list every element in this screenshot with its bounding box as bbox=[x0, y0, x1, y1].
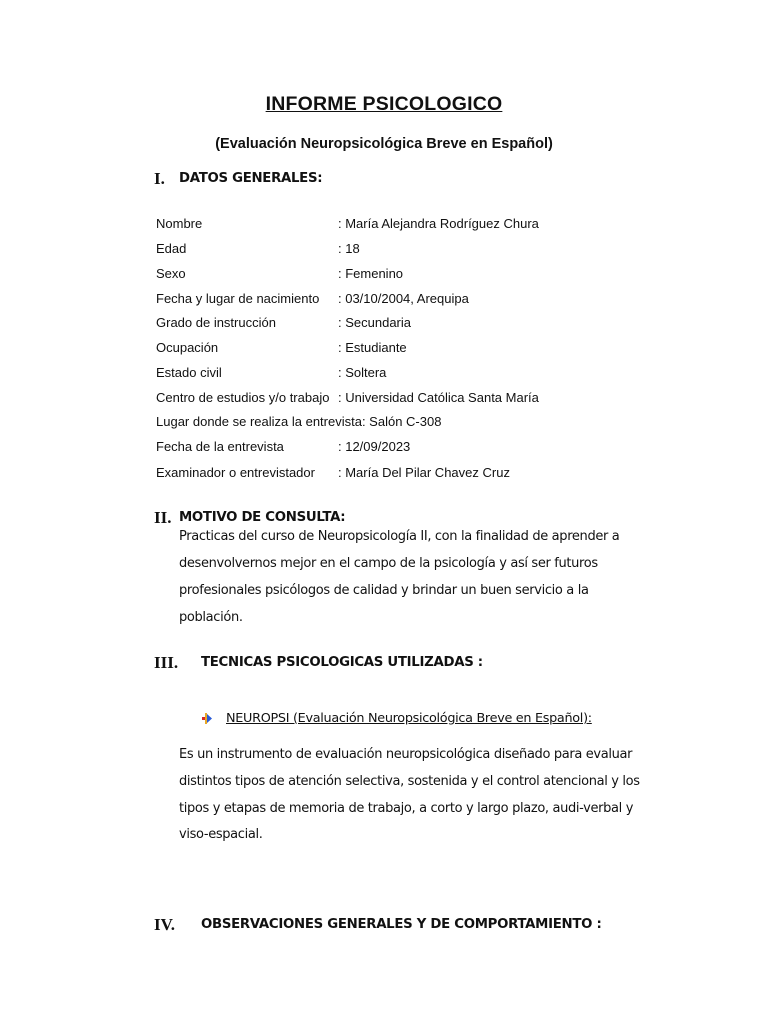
datos-value: : María Del Pilar Chavez Cruz bbox=[338, 465, 510, 480]
section-2-number: II. bbox=[154, 508, 172, 527]
section-2-title: MOTIVO DE CONSULTA: bbox=[179, 510, 346, 525]
motivo-line: Practicas del curso de Neuropsicología II, con la finalidad de aprender a bbox=[179, 529, 620, 544]
datos-label: Centro de estudios y/o trabajo bbox=[156, 390, 330, 405]
section-1-number: I. bbox=[154, 169, 165, 188]
section-3-title: TECNICAS PSICOLOGICAS UTILIZADAS : bbox=[201, 655, 483, 670]
datos-label: Grado de instrucción bbox=[156, 315, 276, 330]
tool-description-line: Es un instrumento de evaluación neuropsicológica diseñado para evaluar bbox=[179, 747, 633, 762]
tool-description-line: tipos y etapas de memoria de trabajo, a corto y largo plazo, audi-verbal y bbox=[179, 801, 634, 816]
datos-label: Sexo bbox=[156, 266, 186, 281]
section-3-number: III. bbox=[154, 653, 179, 672]
motivo-line: población. bbox=[179, 610, 243, 625]
datos-value: : 12/09/2023 bbox=[338, 439, 411, 454]
datos-value: : Femenino bbox=[338, 266, 404, 281]
datos-value: : María Alejandra Rodríguez Chura bbox=[338, 216, 539, 231]
report-subtitle: (Evaluación Neuropsicológica Breve en Español) bbox=[215, 136, 553, 152]
section-4-title: OBSERVACIONES GENERALES Y DE COMPORTAMIENTO : bbox=[201, 917, 602, 932]
report-title: INFORME PSICOLOGICO bbox=[265, 93, 503, 115]
neuropsi-tool-title: NEUROPSI (Evaluación Neuropsicológica Breve en Español): bbox=[226, 711, 592, 726]
datos-value: : 03/10/2004, Arequipa bbox=[338, 291, 469, 306]
datos-label: Examinador o entrevistador bbox=[156, 465, 315, 480]
motivo-line: profesionales psicólogos de calidad y brindar un buen servicio a la bbox=[179, 583, 589, 598]
datos-value: : Soltera bbox=[338, 365, 387, 380]
datos-label: Fecha y lugar de nacimiento bbox=[156, 291, 320, 306]
tool-description-line: distintos tipos de atención selectiva, sostenida y el control atencional y los bbox=[179, 774, 640, 789]
section-4-number: IV. bbox=[154, 915, 175, 934]
datos-value: : Secundaria bbox=[338, 315, 411, 330]
datos-value: : Estudiante bbox=[338, 340, 407, 355]
section-1-title: DATOS GENERALES: bbox=[179, 171, 323, 186]
datos-label: Ocupación bbox=[156, 340, 219, 355]
tool-description-line: viso-espacial. bbox=[179, 827, 263, 842]
datos-label: Estado civil bbox=[156, 365, 222, 380]
datos-label: Lugar donde se realiza la entrevista: Salón C-308 bbox=[156, 414, 442, 429]
motivo-line: desenvolvernos mejor en el campo de la psicología y así ser futuros bbox=[179, 556, 598, 571]
datos-label: Fecha de la entrevista bbox=[156, 439, 284, 454]
datos-value: : 18 bbox=[338, 241, 360, 256]
arrow-bullet-icon bbox=[202, 713, 213, 724]
datos-label: Edad bbox=[156, 241, 187, 256]
datos-value: : Universidad Católica Santa María bbox=[338, 390, 539, 405]
datos-label: Nombre bbox=[156, 216, 203, 231]
